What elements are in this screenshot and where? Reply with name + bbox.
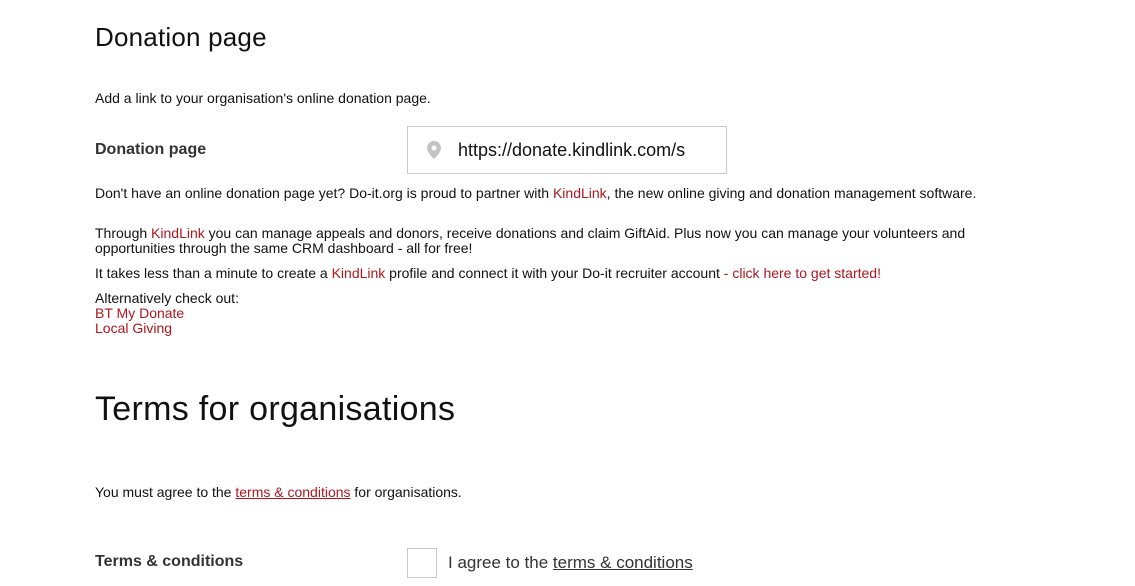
kindlink-link-2[interactable]: KindLink xyxy=(151,225,205,241)
terms-intro xyxy=(95,484,462,500)
agree-terms-link[interactable]: terms & conditions xyxy=(552,553,693,572)
terms-conditions-link[interactable]: terms & conditions xyxy=(235,484,351,500)
terms-intro-text-b: for organisations. xyxy=(350,484,462,500)
donation-page-label: Donation page xyxy=(95,141,207,158)
p1-text-b: , the new online giving and donation management software. xyxy=(606,185,977,201)
agree-terms-label[interactable] xyxy=(448,553,693,573)
terms-heading: Terms for organisations xyxy=(95,390,456,428)
kindlink-link-3[interactable]: KindLink xyxy=(331,265,386,281)
p3-text-b: profile and connect it with your Do-it recruiter account xyxy=(385,265,724,281)
p3-text-a: It takes less than a minute to create a xyxy=(95,265,332,281)
alternatives-block xyxy=(95,291,1035,336)
bt-my-donate-link[interactable]: BT My Donate xyxy=(95,305,185,321)
kindlink-features-paragraph xyxy=(95,226,1035,256)
terms-intro-text-a: You must agree to the xyxy=(95,484,236,500)
donation-url-field-wrapper[interactable] xyxy=(407,126,727,174)
donation-url-input[interactable] xyxy=(458,140,708,161)
location-pin-icon xyxy=(427,141,441,159)
kindlink-link-1[interactable]: KindLink xyxy=(552,185,607,201)
agree-terms-checkbox[interactable] xyxy=(407,548,437,578)
kindlink-partner-paragraph xyxy=(95,186,1035,201)
p2-text-a: Through xyxy=(95,225,152,241)
p2-text-b: you can manage appeals and donors, receive donations and claim GiftAid. Plus now you can manage your volunteers and opportunities through the same CRM dashboard - all for free! xyxy=(95,225,966,256)
local-giving-link[interactable]: Local Giving xyxy=(95,320,173,336)
alternatives-intro: Alternatively check out: xyxy=(95,290,239,306)
donation-heading: Donation page xyxy=(95,22,267,52)
kindlink-signup-paragraph xyxy=(95,266,1035,281)
p1-text-a: Don't have an online donation page yet? Do-it.org is proud to partner with xyxy=(95,185,553,201)
get-started-link[interactable]: - click here to get started! xyxy=(723,265,881,281)
agree-text: I agree to the xyxy=(448,553,553,572)
donation-intro: Add a link to your organisation's online donation page. xyxy=(95,90,431,106)
terms-conditions-label: Terms & conditions xyxy=(95,553,244,570)
